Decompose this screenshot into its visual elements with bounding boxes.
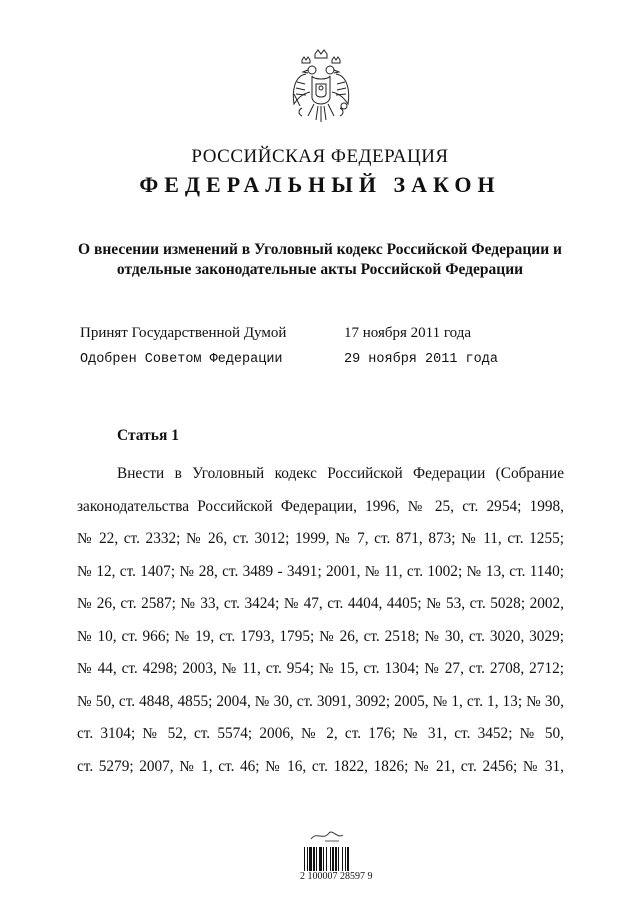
country-name: РОССИЙСКАЯ ФЕДЕРАЦИЯ xyxy=(191,146,449,167)
barcode-bar xyxy=(342,847,343,871)
barcode-bar xyxy=(309,847,312,871)
body-line: № 44, ст. 4298; 2003, № 11, ст. 954; № 15, ст. 1304; № 27, ст. 2708, 2712; xyxy=(77,660,564,677)
barcode-bar xyxy=(304,847,305,871)
body-line: ст. 5279; 2007, № 1, ст. 46; № 16, ст. 1822, 1826; № 21, ст. 2456; № 31, xyxy=(77,757,564,775)
barcode-bar xyxy=(332,847,334,871)
law-title-line: отдельные законодательные акты Российской Федерации xyxy=(116,261,524,278)
barcode-number: 2 100007 28597 9 xyxy=(300,871,373,882)
coat-of-arms-icon xyxy=(288,48,354,128)
body-line: № 22, ст. 2332; № 26, ст. 3012; 1999, № 7, ст. 871, 873; № 11, ст. 1255; xyxy=(77,530,564,547)
barcode-bar xyxy=(335,847,337,871)
article-body xyxy=(77,458,564,783)
law-title-line: О внесении изменений в Уголовный кодекс Российской Федерации и xyxy=(78,241,562,258)
body-line: ст. 3104; № 52, ст. 5574; 2006, № 2, ст. 176; № 31, ст. 3452; № 50, xyxy=(77,725,564,742)
barcode-bar xyxy=(316,847,317,871)
barcode-bar xyxy=(330,847,331,871)
barcode-bar xyxy=(345,847,346,871)
body-line: законодательства Российской Федерации, 1996, № 25, ст. 2954; 1998, xyxy=(77,497,564,515)
approved-date: 29 ноября 2011 года xyxy=(344,352,498,367)
body-line: № 12, ст. 1407; № 28, ст. 3489 - 3491; 2001, № 11, ст. 1002; № 13, ст. 1140; xyxy=(77,562,564,580)
barcode-bar xyxy=(323,847,324,871)
barcode-bar xyxy=(326,847,327,871)
body-line: № 50, ст. 4848, 4855; 2004, № 30, ст. 3091, 3092; 2005, № 1, ст. 1, 13; № 30, xyxy=(77,692,564,710)
adopted-label: Принят Государственной Думой xyxy=(80,325,287,341)
barcode-bar xyxy=(338,847,339,871)
body-line: № 26, ст. 2587; № 33, ст. 3424; № 47, ст. 4404, 4405; № 53, ст. 5028; 2002, xyxy=(77,595,564,612)
approved-label: Одобрен Советом Федерации xyxy=(80,352,283,367)
adopted-date: 17 ноября 2011 года xyxy=(344,325,472,341)
barcode-bar xyxy=(347,847,349,871)
document-type: ФЕДЕРАЛЬНЫЙ ЗАКОН xyxy=(139,172,501,197)
body-line: Внести в Уголовный кодекс Российской Федерации (Собрание xyxy=(117,465,564,482)
law-title xyxy=(60,240,580,280)
barcode-icon xyxy=(304,847,372,871)
barcode-bar xyxy=(307,847,308,871)
signature-mark-icon xyxy=(303,825,363,845)
barcode-bar xyxy=(319,847,322,871)
article-heading: Статья 1 xyxy=(117,427,179,444)
barcode-bar xyxy=(313,847,315,871)
body-line: № 10, ст. 966; № 19, ст. 1793, 1795; № 26, ст. 2518; № 30, ст. 3020, 3029; xyxy=(77,627,564,645)
